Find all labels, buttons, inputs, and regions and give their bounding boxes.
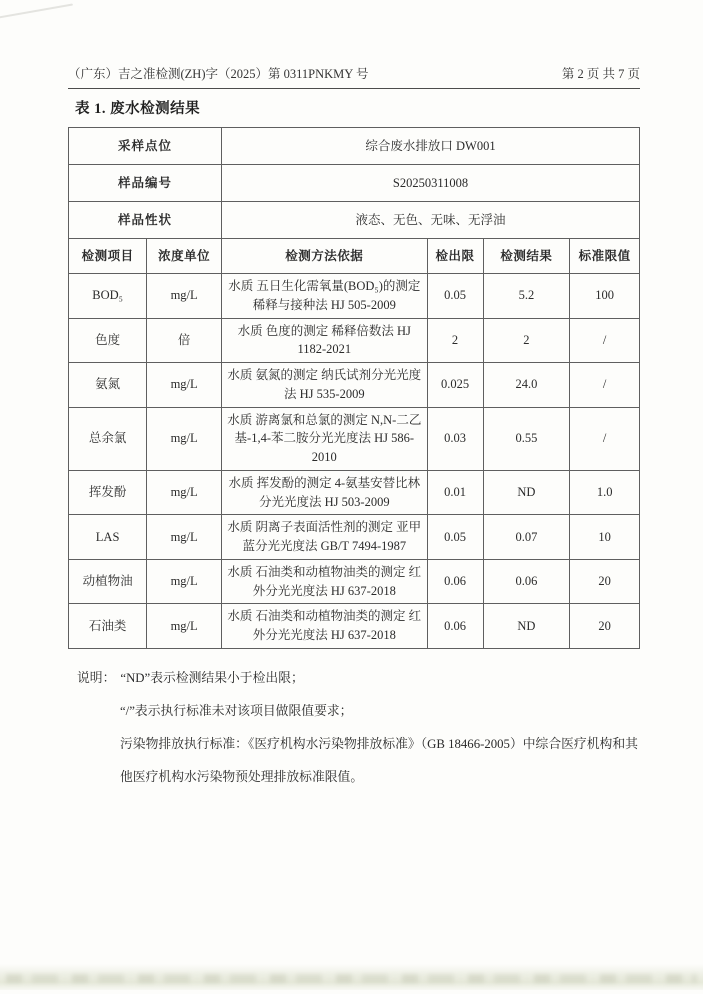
cell-unit: mg/L [147,407,222,470]
note-text: “ND”表示检测结果小于检出限； [120,670,304,685]
cell-unit: mg/L [147,274,222,319]
cell-result: ND [483,604,570,649]
cell-unit: 倍 [147,318,222,363]
cell-method: 水质 挥发酚的测定 4-氨基安替比林分光光度法 HJ 503-2009 [222,470,428,515]
table-header-row [69,239,640,274]
cell-standard-limit: 20 [570,604,640,649]
cell-method: 水质 石油类和动植物油类的测定 红外分光光度法 HJ 637-2018 [222,604,428,649]
info-row-label: 样品编号 [69,165,222,202]
cell-unit: mg/L [147,604,222,649]
cell-unit: mg/L [147,470,222,515]
page-content [68,64,640,794]
cell-detection-limit: 0.03 [427,407,483,470]
scan-artifact-smudge [6,974,697,983]
cell-item: 石油类 [69,604,147,649]
cell-item: 挥发酚 [69,470,147,515]
column-header-method: 检测方法依据 [222,239,428,274]
cell-result: 5.2 [483,274,570,319]
cell-item: BOD₅ [69,274,147,319]
table-row [69,559,640,604]
column-header-result: 检测结果 [483,239,570,274]
cell-detection-limit: 0.06 [427,559,483,604]
cell-detection-limit: 0.06 [427,604,483,649]
cell-detection-limit: 0.05 [427,515,483,560]
table-row [69,318,640,363]
cell-item: LAS [69,515,147,560]
table-row [69,128,640,165]
info-row-label: 采样点位 [69,128,222,165]
cell-item: 氨氮 [69,363,147,408]
table-row [69,407,640,470]
cell-item: 色度 [69,318,147,363]
cell-standard-limit: 10 [570,515,640,560]
scan-artifact-bleed [0,964,703,990]
cell-unit: mg/L [147,363,222,408]
page-indicator: 第 2 页 共 7 页 [561,67,640,81]
cell-detection-limit: 0.05 [427,274,483,319]
info-row-value: 综合废水排放口 DW001 [222,128,640,165]
cell-detection-limit: 2 [427,318,483,363]
cell-item: 总余氯 [69,407,147,470]
note-label: 说明： [77,670,116,685]
cell-result: 24.0 [483,363,570,408]
cell-method: 水质 阴离子表面活性剂的测定 亚甲蓝分光光度法 GB/T 7494-1987 [222,515,428,560]
cell-result: ND [483,470,570,515]
column-header-unit: 浓度单位 [147,239,222,274]
cell-standard-limit: / [570,363,640,408]
cell-method: 水质 石油类和动植物油类的测定 红外分光光度法 HJ 637-2018 [222,559,428,604]
note-line: “/”表示执行标准未对该项目做限值要求； [120,703,353,718]
cell-method: 水质 五日生化需氧量(BOD₅)的测定 稀释与接种法 HJ 505-2009 [222,274,428,319]
table-row [69,604,640,649]
table-row [69,202,640,239]
cell-result: 0.06 [483,559,570,604]
table-row [69,363,640,408]
table-row [69,274,640,319]
notes-section [77,662,640,794]
note-line: 他医疗机构水污染物预处理排放标准限值。 [120,769,364,784]
table-row [69,470,640,515]
cell-detection-limit: 0.01 [427,470,483,515]
cell-result: 0.07 [483,515,570,560]
note-line [77,662,640,695]
cell-detection-limit: 0.025 [427,363,483,408]
cell-result: 0.55 [483,407,570,470]
cell-standard-limit: / [570,407,640,470]
info-row-value: S20250311008 [222,165,640,202]
info-row-value: 液态、无色、无味、无浮油 [222,202,640,239]
column-header-detection-limit: 检出限 [427,239,483,274]
table-title: 表 1. 废水检测结果 [75,101,201,117]
column-header-standard-limit: 标准限值 [570,239,640,274]
cell-method: 水质 氨氮的测定 纳氏试剂分光光度法 HJ 535-2009 [222,363,428,408]
cell-result: 2 [483,318,570,363]
table-row [69,165,640,202]
column-header-item: 检测项目 [69,239,147,274]
page-header [68,64,640,89]
note-line: 污染物排放执行标准：《医疗机构水污染物排放标准》（GB 18466-2005）中综合医疗机构和其 [120,736,638,751]
cell-standard-limit: 20 [570,559,640,604]
cell-standard-limit: 1.0 [570,470,640,515]
cell-standard-limit: 100 [570,274,640,319]
cell-unit: mg/L [147,515,222,560]
cell-item: 动植物油 [69,559,147,604]
cell-method: 水质 游离氯和总氯的测定 N,N-二乙基-1,4-苯二胺分光光度法 HJ 586-2010 [222,407,428,470]
table-row [69,515,640,560]
cell-method: 水质 色度的测定 稀释倍数法 HJ 1182-2021 [222,318,428,363]
scan-artifact-line [0,3,73,19]
info-row-label: 样品性状 [69,202,222,239]
report-number: （广东）吉之准检测(ZH)字（2025）第 0311PNKMY 号 [68,67,369,81]
cell-unit: mg/L [147,559,222,604]
wastewater-results-table [68,127,640,649]
cell-standard-limit: / [570,318,640,363]
